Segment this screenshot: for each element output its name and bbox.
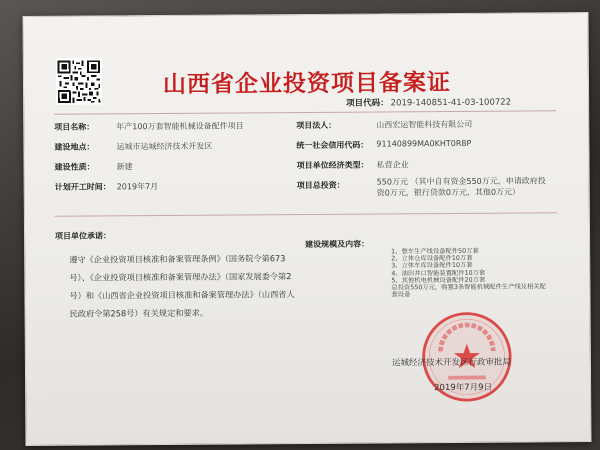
- scale-item: 3、立体车库设备配件10万套: [391, 262, 473, 270]
- commitment-text: 遵守《企业投资项目核准和备案管理条例》（国务院令第673号）、《企业投资项目核准和备案管理办法》（国家发展委令第2号）和《山西省企业投资项目核准和备案管理办法》（山西省人民政府令第258号）有关规定和要求。: [69, 253, 295, 319]
- legal-entity-label: 项目法人：: [296, 120, 337, 131]
- economic-type-label: 项目单位经济类型：: [296, 160, 369, 171]
- approval-date: 2019年7月9日: [434, 382, 493, 394]
- project-name-label: 项目名称：: [54, 122, 95, 132]
- planned-start-label: 计划开工时间：: [54, 182, 111, 192]
- project-name-value: 年产100万套智能机械设备配件项目: [116, 121, 244, 132]
- build-nature-label: 建设性质：: [54, 162, 95, 172]
- credit-code-label: 统一社会信用代码：: [296, 140, 369, 151]
- project-code-row: [346, 96, 511, 109]
- scale-item: 4、油田井口智能装置配件10万套: [391, 269, 486, 278]
- credit-code-value: 91140899MA0KHT0R8P: [376, 138, 472, 149]
- divider: [55, 212, 557, 217]
- scale-item: 总投资550万元，购置3条智能机械配件生产线及相关配套设备: [391, 283, 546, 299]
- record-certificate: [23, 12, 592, 446]
- scale-item: 1、整车生产线设备配件50万套: [391, 247, 479, 256]
- planned-start-value: 2019年7月: [116, 182, 159, 192]
- commitment-label: 项目单位承诺：: [55, 231, 112, 241]
- scale-item: 5、其他机电机械设备配件20万套: [391, 276, 486, 285]
- build-location-label: 建设地点：: [54, 142, 95, 152]
- build-nature-value: 新建: [116, 162, 133, 172]
- scale-item: 2、立体仓库设备配件10万套: [391, 255, 473, 263]
- economic-type-value: 私营企业: [376, 160, 409, 170]
- certificate-title: 山西省企业投资项目备案证: [162, 69, 452, 99]
- project-code-value: 2019-140851-41-03-100722: [390, 97, 512, 109]
- legal-entity-value: 山西宏运智能科技有限公司: [376, 119, 473, 130]
- scale-label: 建设规模及内容：: [305, 239, 370, 250]
- approval-authority: 运城经济技术开发区行政审批局: [391, 357, 511, 369]
- total-investment-label: 项目总投资：: [296, 180, 345, 191]
- build-location-value: 运城市运城经济技术开发区: [116, 141, 213, 152]
- divider: [54, 110, 556, 115]
- scale-list: [391, 247, 551, 299]
- total-investment-value: 550万元 （其中自有资金550万元，申请政府投资0万元，银行贷款0万元，其他0万元）: [376, 176, 546, 198]
- project-code-label: 项目代码：: [346, 98, 389, 109]
